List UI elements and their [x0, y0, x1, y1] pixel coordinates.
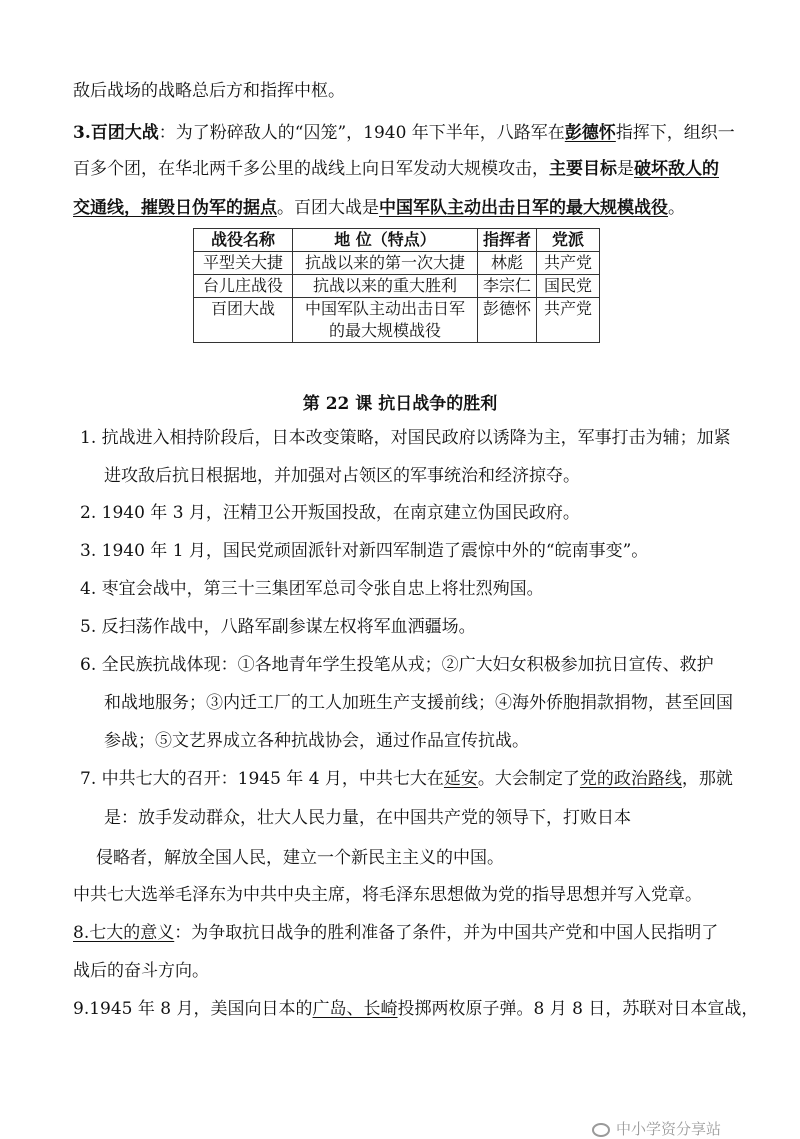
table-header: 指挥者 [478, 229, 537, 252]
item-6-line2: 和战地服务；③内迁工厂的工人加班生产支援前线；④海外侨胞捐款捐物，甚至回国 [104, 693, 733, 713]
table-cell-line: 的最大规模战役 [328, 321, 441, 340]
table-cell: 台儿庄战役 [194, 275, 293, 298]
table-cell-line: 中国军队主动出击日军 [304, 299, 465, 318]
section3-goal-label: 主要目标 [549, 159, 617, 179]
section3-title: 百团大战 [90, 123, 159, 143]
item-7-line1 [80, 767, 733, 791]
section3-significance: 中国军队主动出击日军的最大规模战役 [379, 198, 668, 218]
item-7-text-b: 。大会制定了 [477, 769, 580, 789]
item-7-place: 延安 [443, 769, 478, 789]
table-row [194, 275, 600, 298]
table-cell: 林彪 [478, 252, 537, 275]
table-cell: 李宗仁 [478, 275, 537, 298]
item-9-text-b: 投掷两枚原子弹。8 月 8 日，苏联对日本宣战， [397, 999, 759, 1019]
wechat-icon [592, 1123, 610, 1137]
section3-goal-a: 破坏敌人的 [634, 159, 719, 179]
table-row [194, 298, 600, 343]
section3-number: 3. [73, 123, 91, 143]
section3-is1: 是 [617, 159, 634, 179]
item-5: 5. 反扫荡作战中，八路军副参谋左权将军血洒疆场。 [80, 617, 476, 637]
item-7-text-a: 7. 中共七大的召开：1945 年 4 月，中共七大在 [80, 769, 444, 789]
table-cell: 抗战以来的重大胜利 [293, 275, 478, 298]
lesson-title: 第 22 课 抗日战争的胜利 [302, 394, 498, 414]
table-header: 战役名称 [194, 229, 293, 252]
item-1-line1: 1. 抗战进入相持阶段后，日本改变策略，对国民政府以诱降为主，军事打击为辅；加紧 [80, 428, 731, 448]
item-6-line3: 参战；⑤文艺界成立各种抗战协会，通过作品宣传抗战。 [104, 731, 529, 751]
item-4: 4. 枣宜会战中，第三十三集团军总司令张自忠上将壮烈殉国。 [80, 579, 544, 599]
table-cell: 共产党 [537, 298, 600, 343]
item-7-line3: 侵略者，解放全国人民，建立一个新民主主义的中国。 [96, 848, 504, 868]
watermark-text: 中小学资分享站 [616, 1120, 722, 1138]
item-6-line1: 6. 全民族抗战体现：①各地青年学生投笔从戎；②广大妇女积极参加抗日宣传、救护 [80, 655, 714, 675]
mao-line: 中共七大选举毛泽东为中共中央主席，将毛泽东思想做为党的指导思想并写入党章。 [73, 885, 702, 905]
item-8-line1 [73, 921, 718, 945]
section3-mid: 。百团大战 [277, 198, 362, 218]
section3-line2 [73, 157, 719, 181]
item-8-text: ：为争取抗日战争的胜利准备了条件，并为中国共产党和中国人民指明了 [174, 923, 719, 943]
section3-line2-text: 百多个团，在华北两千多公里的战线上向日军发动大规模攻击， [73, 159, 549, 179]
section3-commander: 彭德怀 [564, 123, 616, 143]
table-cell: 共产党 [537, 252, 600, 275]
section3-line1 [73, 121, 735, 145]
section3-end: 。 [668, 198, 685, 218]
item-9-line1 [73, 997, 758, 1021]
table-cell [293, 298, 478, 343]
item-8-label: 8.七大的意义 [73, 923, 175, 943]
item-8-line2: 战后的奋斗方向。 [73, 961, 209, 981]
item-2: 2. 1940 年 3 月，汪精卫公开叛国投敌，在南京建立伪国民政府。 [80, 503, 580, 523]
section3-text-a: ：为了粉碎敌人的“囚笼”，1940 年下半年，八路军在 [158, 123, 565, 143]
item-9-text-a: 9.1945 年 8 月，美国向日本的 [73, 999, 313, 1019]
item-9-cities: 广岛、长崎 [312, 999, 398, 1019]
item-1-line2: 进攻敌后抗日根据地，并加强对占领区的军事统治和经济掠夺。 [104, 466, 580, 486]
section3-is2: 是 [362, 198, 379, 218]
item-7-text-c: ，那就 [681, 769, 733, 789]
section3-text-b: 指挥下，组织一 [615, 123, 735, 143]
table-cell: 抗战以来的第一次大捷 [293, 252, 478, 275]
item-7-line2: 是：放手发动群众，壮大人民力量，在中国共产党的领导下，打败日本 [104, 808, 631, 828]
table-cell: 平型关大捷 [194, 252, 293, 275]
item-3: 3. 1940 年 1 月，国民党顽固派针对新四军制造了震惊中外的“皖南事变”。 [80, 541, 649, 561]
item-7-political-line: 党的政治路线 [579, 769, 682, 789]
battle-table [193, 228, 600, 343]
table-header: 党派 [537, 229, 600, 252]
section3-line3 [73, 196, 685, 220]
table-cell: 彭德怀 [478, 298, 537, 343]
table-cell: 国民党 [537, 275, 600, 298]
table-header: 地 位（特点） [293, 229, 478, 252]
table-header-row [194, 229, 600, 252]
watermark [592, 1118, 721, 1139]
section3-goal-b: 交通线，摧毁日伪军的据点 [73, 198, 277, 218]
intro-line: 敌后战场的战略总后方和指挥中枢。 [73, 81, 345, 101]
table-cell: 百团大战 [194, 298, 293, 343]
table-row [194, 252, 600, 275]
